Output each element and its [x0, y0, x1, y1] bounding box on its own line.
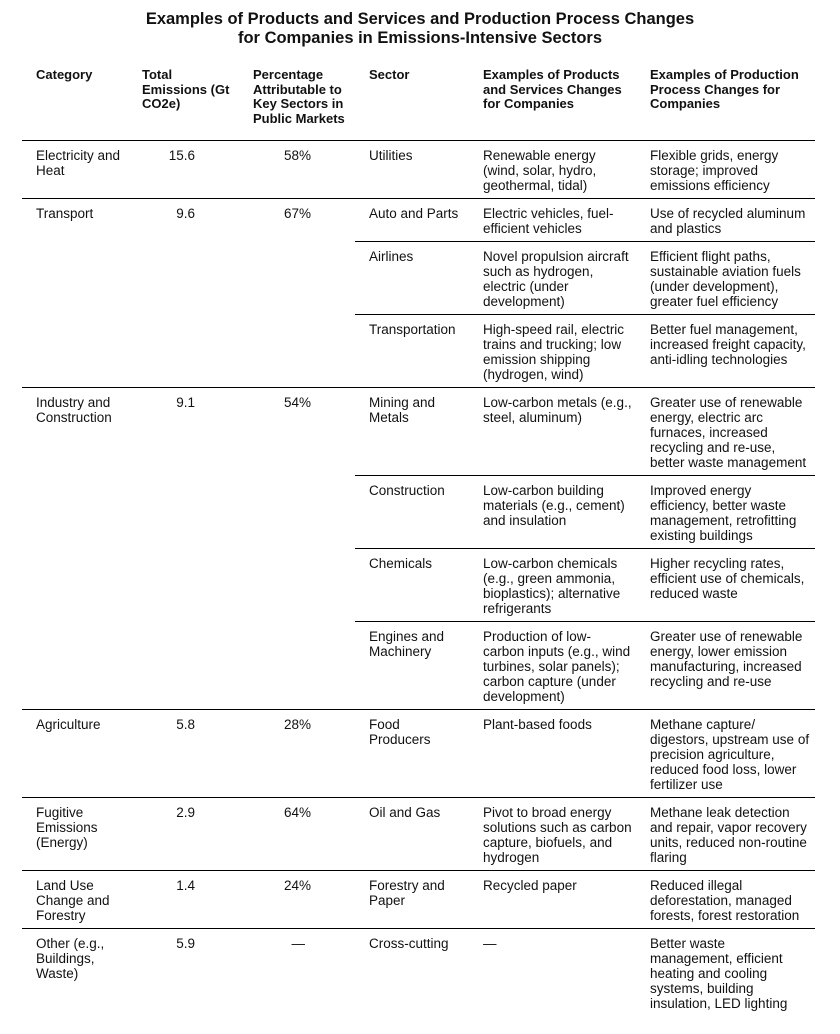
page-title: [0, 10, 840, 48]
products-cell: Production of low-carbon inputs (e.g., wind turbines, solar panels); carbon capture (under development): [469, 622, 636, 710]
percentage-cell: 54%: [243, 388, 355, 710]
process-cell: Better waste management, efficient heating and cooling systems, building insulation, LED lighting: [650, 936, 788, 1011]
category-cell: Agriculture: [22, 710, 142, 798]
emissions-cell: 2.9: [142, 798, 243, 871]
sector-cell: Auto and Parts: [355, 199, 469, 242]
header-category: Category: [22, 68, 142, 141]
sector-cell: Engines and Machinery: [355, 622, 469, 710]
process-cell: Greater use of renewable energy, lower emission manufacturing, increased recycling and re-use: [636, 622, 815, 710]
sector-cell: Chemicals: [355, 549, 469, 622]
percentage-cell: 67%: [243, 199, 355, 388]
header-process: Examples of Production Process Changes for Companies: [636, 68, 815, 141]
percentage-cell: 58%: [243, 141, 355, 199]
process-cell: Greater use of renewable energy, electric arc furnaces, increased recycling and re-use, better waste management: [636, 388, 815, 476]
process-cell: Higher recycling rates, efficient use of chemicals, reduced waste: [636, 549, 815, 622]
sector-cell: Transportation: [355, 315, 469, 388]
percentage-cell: —: [291, 936, 305, 951]
table-row: [22, 929, 815, 1017]
process-cell: Methane leak detection and repair, vapor recovery units, reduced non-routine flaring: [636, 798, 815, 871]
percentage-cell: 28%: [243, 710, 355, 798]
title-line-2: for Companies in Emissions-Intensive Sectors: [237, 29, 602, 47]
sector-cell: Mining and Metals: [355, 388, 469, 476]
header-percentage: Percentage Attributable to Key Sectors in Public Markets: [243, 68, 355, 141]
sector-cell: Forestry and Paper: [355, 871, 469, 929]
products-cell: —: [483, 936, 497, 951]
title-line-1: Examples of Products and Services and Production Process Changes: [145, 10, 695, 28]
process-cell: Efficient flight paths, sustainable aviation fuels (under development), greater fuel efficiency: [636, 242, 815, 315]
products-cell: Novel propulsion aircraft such as hydrogen, electric (under development): [469, 242, 636, 315]
products-cell: Low-carbon chemicals (e.g., green ammonia, bioplastics); alternative refrigerants: [469, 549, 636, 622]
sector-cell: Cross-cutting: [369, 936, 449, 951]
process-cell: Use of recycled aluminum and plastics: [636, 199, 815, 242]
header-sector: Sector: [355, 68, 469, 141]
category-cell: Industry and Construction: [22, 388, 142, 710]
emissions-cell: 15.6: [142, 141, 243, 199]
process-cell: Methane capture/ digestors, upstream use of precision agriculture, reduced food loss, lower fertilizer use: [636, 710, 815, 798]
category-cell: Electricity and Heat: [22, 141, 142, 199]
table-row: [22, 388, 815, 476]
products-cell: Low-carbon metals (e.g., steel, aluminum): [469, 388, 636, 476]
category-cell: Other (e.g., Buildings, Waste): [36, 936, 105, 981]
category-cell: Fugitive Emissions (Energy): [22, 798, 142, 871]
emissions-cell: 5.9: [176, 936, 195, 951]
header-row: [22, 68, 815, 141]
products-cell: High-speed rail, electric trains and trucking; low emission shipping (hydrogen, wind): [469, 315, 636, 388]
products-cell: Plant-based foods: [469, 710, 636, 798]
emissions-cell: 5.8: [142, 710, 243, 798]
percentage-cell: 24%: [243, 871, 355, 929]
category-cell: Land Use Change and Forestry: [22, 871, 142, 929]
percentage-cell: 64%: [243, 798, 355, 871]
emissions-cell: 9.6: [142, 199, 243, 388]
process-cell: Reduced illegal deforestation, managed forests, forest restoration: [636, 871, 815, 929]
products-cell: Electric vehicles, fuel-efficient vehicles: [469, 199, 636, 242]
header-products: Examples of Products and Services Changes for Companies: [469, 68, 636, 141]
category-cell: Transport: [22, 199, 142, 388]
products-cell: Pivot to broad energy solutions such as carbon capture, biofuels, and hydrogen: [469, 798, 636, 871]
table-row: [22, 798, 815, 871]
sector-cell: Utilities: [355, 141, 469, 199]
table-row: [22, 199, 815, 242]
products-cell: Low-carbon building materials (e.g., cement) and insulation: [469, 476, 636, 549]
emissions-table: [22, 68, 815, 1016]
sector-cell: Food Producers: [355, 710, 469, 798]
emissions-cell: 1.4: [142, 871, 243, 929]
products-cell: Renewable energy (wind, solar, hydro, geothermal, tidal): [469, 141, 636, 199]
header-emissions: Total Emissions (Gt CO2e): [142, 68, 243, 141]
table-row: [22, 141, 815, 199]
emissions-cell: 9.1: [142, 388, 243, 710]
products-cell: Recycled paper: [469, 871, 636, 929]
process-cell: Improved energy efficiency, better waste management, retrofitting existing buildings: [636, 476, 815, 549]
process-cell: Better fuel management, increased freight capacity, anti-idling technologies: [636, 315, 815, 388]
sector-cell: Construction: [355, 476, 469, 549]
sector-cell: Oil and Gas: [355, 798, 469, 871]
table-row: [22, 710, 815, 798]
process-cell: Flexible grids, energy storage; improved emissions efficiency: [636, 141, 815, 199]
sector-cell: Airlines: [355, 242, 469, 315]
table-row: [22, 871, 815, 929]
table-body: [22, 141, 815, 1017]
